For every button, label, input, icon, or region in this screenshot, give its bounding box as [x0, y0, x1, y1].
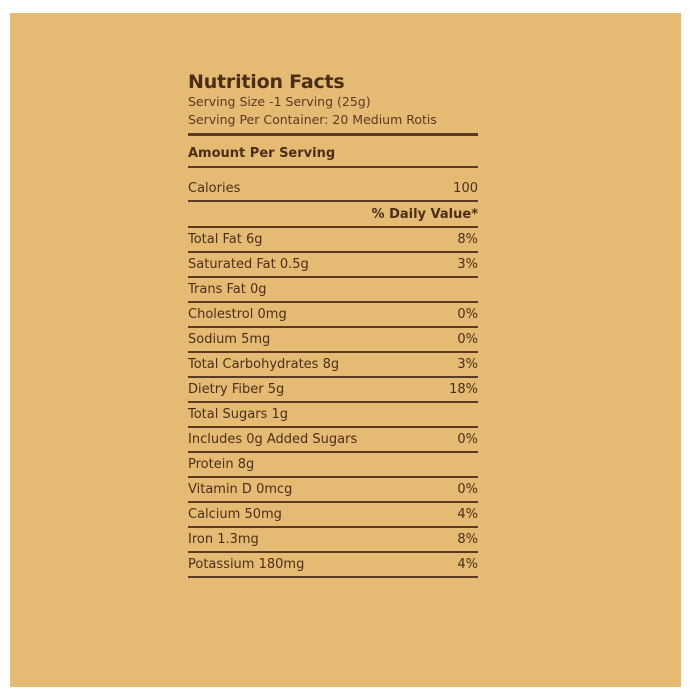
nutrient-row	[188, 503, 478, 528]
nutrient-row	[188, 553, 478, 578]
nutrient-dv: 8%	[457, 532, 478, 547]
nutrient-row	[188, 353, 478, 378]
nutrient-name: Iron 1.3mg	[188, 532, 259, 547]
nutrient-row	[188, 328, 478, 353]
nutrient-dv: 0%	[457, 432, 478, 447]
nutrient-dv: 0%	[457, 332, 478, 347]
nutrient-dv: 0%	[457, 307, 478, 322]
nutrient-dv: 3%	[457, 257, 478, 272]
calories-value: 100	[453, 180, 478, 196]
servings-per-container: Serving Per Container: 20 Medium Rotis	[188, 112, 437, 127]
nutrient-name: Calcium 50mg	[188, 507, 282, 522]
nutrient-row	[188, 253, 478, 278]
nutrient-dv: 3%	[457, 357, 478, 372]
nutrition-facts-label	[188, 71, 478, 578]
label-title: Nutrition Facts	[188, 71, 345, 93]
nutrient-row	[188, 228, 478, 253]
serving-size: Serving Size -1 Serving (25g)	[188, 94, 371, 109]
nutrient-name: Includes 0g Added Sugars	[188, 432, 358, 447]
nutrient-name: Dietry Fiber 5g	[188, 382, 285, 397]
nutrient-dv: 4%	[457, 507, 478, 522]
nutrient-row	[188, 478, 478, 503]
nutrient-name: Cholestrol 0mg	[188, 307, 287, 322]
calories-row	[188, 168, 478, 202]
amount-per-serving: Amount Per Serving	[188, 145, 336, 161]
nutrient-row	[188, 453, 478, 478]
nutrient-dv: 0%	[457, 482, 478, 497]
nutrient-name: Protein 8g	[188, 457, 255, 472]
nutrient-dv: 4%	[457, 557, 478, 572]
nutrient-name: Vitamin D 0mcg	[188, 482, 293, 497]
daily-value-header: % Daily Value*	[371, 206, 478, 222]
nutrient-dv: 18%	[449, 382, 478, 397]
nutrient-name: Total Carbohydrates 8g	[188, 357, 340, 372]
nutrient-row	[188, 403, 478, 428]
nutrient-name: Sodium 5mg	[188, 332, 271, 347]
nutrient-name: Trans Fat 0g	[188, 282, 267, 297]
nutrient-name: Total Fat 6g	[188, 232, 263, 247]
nutrient-name: Total Sugars 1g	[188, 407, 288, 422]
nutrient-name: Saturated Fat 0.5g	[188, 257, 309, 272]
nutrient-name: Potassium 180mg	[188, 557, 305, 572]
nutrient-row	[188, 303, 478, 328]
daily-value-header-row	[188, 202, 478, 228]
calories-label: Calories	[188, 180, 241, 196]
nutrient-row	[188, 378, 478, 403]
nutrient-row	[188, 528, 478, 553]
nutrient-row	[188, 428, 478, 453]
amount-per-serving-row	[188, 136, 478, 168]
nutrient-dv: 8%	[457, 232, 478, 247]
nutrient-row	[188, 278, 478, 303]
